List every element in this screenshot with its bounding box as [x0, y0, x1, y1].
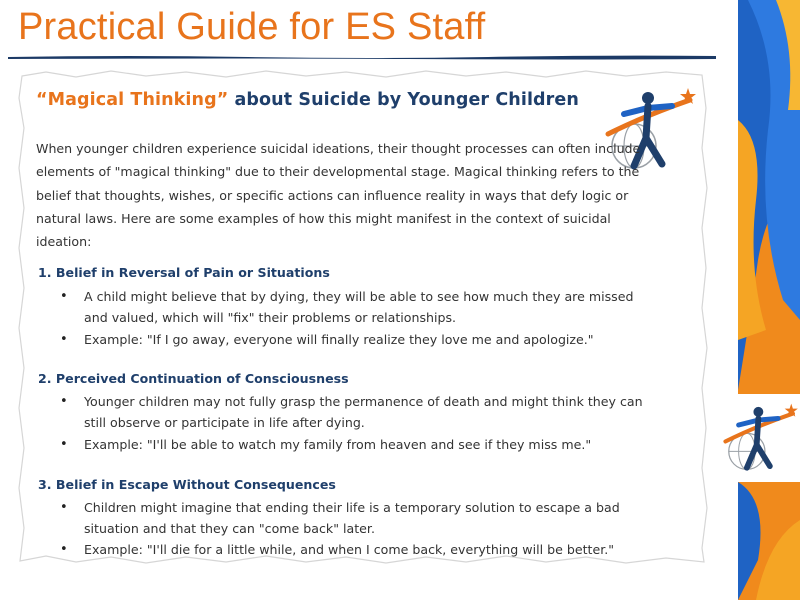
intro-paragraph: When younger children experience suicidal ideations, their thought processes can often include elements of "magical thinking" due to their developmental stage. Magical thinking refers to the belief that thoughts, wishes, or specific actions can influence reality in ways that defy logic or natural laws. Here are some examples of how this might manifest in the context of suicidal ideation: — [36, 141, 641, 250]
decorative-side-strip — [738, 0, 800, 600]
slide-title: Practical Guide for ES Staff — [18, 6, 486, 48]
bullet-glyph: • — [60, 437, 68, 452]
list-item — [60, 391, 660, 433]
list-item — [60, 434, 660, 455]
bullet-glyph: • — [60, 500, 68, 515]
bullet-text: Children might imagine that ending their life is a temporary solution to escape a bad situation and that they can "come back" later. — [84, 500, 620, 536]
bullet-text: Example: "If I go away, everyone will finally realize they love me and apologize." — [84, 332, 594, 347]
bullet-glyph: • — [60, 289, 68, 304]
list-item — [60, 497, 660, 539]
list-item — [60, 286, 660, 328]
bullet-text: Example: "I'll die for a little while, and when I come back, everything will be better." — [84, 542, 615, 557]
title-underline — [8, 54, 716, 60]
bullet-glyph: • — [60, 332, 68, 347]
heading-rest: about Suicide by Younger Children — [228, 90, 579, 110]
list-item — [60, 539, 660, 560]
bullet-glyph: • — [60, 542, 68, 557]
card-heading — [36, 90, 579, 110]
section-title-1: 1. Belief in Reversal of Pain or Situations — [38, 265, 330, 280]
section-title-3: 3. Belief in Escape Without Consequences — [38, 477, 336, 492]
bullet-text: Example: "I'll be able to watch my family from heaven and see if they miss me." — [84, 437, 592, 452]
star-figure-globe-logo-small — [722, 402, 798, 476]
section-title-2: 2. Perceived Continuation of Consciousness — [38, 371, 349, 386]
heading-quoted-term: “Magical Thinking” — [36, 90, 229, 110]
bullet-glyph: • — [60, 394, 68, 409]
list-item — [60, 329, 660, 350]
bullet-text: Younger children may not fully grasp the permanence of death and might think they can still observe or participate in life after dying. — [84, 394, 643, 430]
bullet-text: A child might believe that by dying, they will be able to see how much they are missed and valued, which will "fix" their problems or relationships. — [84, 289, 634, 325]
